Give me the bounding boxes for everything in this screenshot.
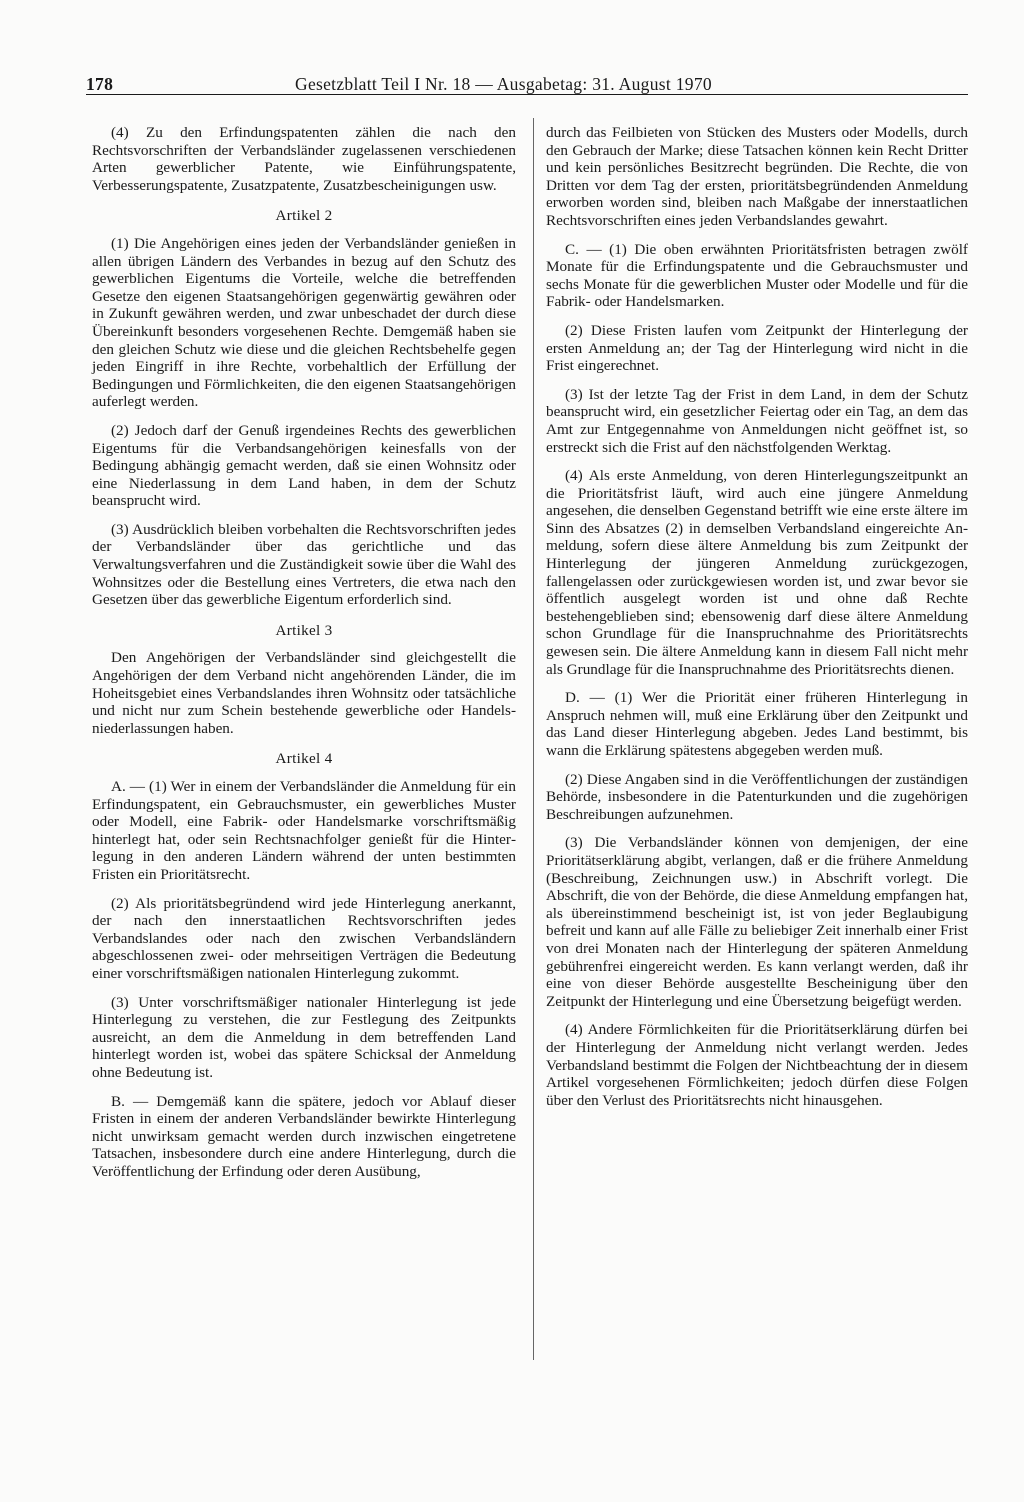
paragraph-art3: Den Angehörigen der Verbandsländer sind gleichgestellt die Angehörigen der dem Verband nicht angehörenden Länder, die im Hoheitsgebiet eines Verbandslandes ihren Wohnsitz oder tatsächliche und nicht nur zum Schein bestehende gewerbliche oder Handelsniederlassungen haben. — [92, 649, 516, 737]
header-rule — [86, 94, 968, 95]
paragraph-art4-c1: C. — (1) Die oben erwähnten Prioritätsfristen betragen zwölf Monate für die Erfindungspatente und die Gebrauchsmuster und sechs Monate für die gewerblichen Muster oder Modelle und für die Fabrik- oder Handelsmarken. — [546, 240, 968, 311]
paragraph-art4-c4: (4) Als erste Anmeldung, von deren Hinterlegungszeitpunkt an die Prioritätsfrist läuft, wird auch eine jüngere Anmeldung angesehen, die denselben Gegenstand betrifft wie eine erste ältere im Sinn des Absatzes (2) in demselben Verbandsland eingereichte Anmeldung, sofern diese ältere Anmeldung bis zum Zeitpunkt der Hinterlegung der jüngeren Anmeldung zurückgezogen, fallengelassen oder zurückgewiesen worden ist, und zwar bevor sie öffentlich ausgelegt worden ist und ohne daß Rechte bestehengeblieben sind; ebensowenig darf diese ältere Anmeldung schon Grundlage für die Inanspruchnahme des Prioritätsrechts gewesen sein. Die ältere Anmeldung kann in diesem Fall nicht mehr als Grundlage für die Inanspruchnahme des Prioritätsrechts dienen. — [546, 467, 968, 678]
right-column — [546, 124, 968, 1120]
column-divider — [533, 118, 534, 1360]
paragraph-art2-1: (1) Die Angehörigen eines jeden der Verbandsländer genießen in allen übrigen Ländern des Verbandes in bezug auf den Schutz des gewerblichen Eigentums die Vorteile, welche die betreffenden Gesetze den eigenen Staatsangehörigen gegenwärtig gewähren oder in Zukunft gewähren werden, und zwar unbeschadet der durch diese Übereinkunft besonders vorgesehenen Rechte. Demgemäß haben sie den gleichen Schutz wie diese und die gleichen Rechtsbehelfe gegen jeden Eingriff in ihre Rechte, vorbehaltlich der Erfüllung der Bedingungen und Förmlichkeiten, die den eigenen Staatsangehörigen auferlegt werden. — [92, 234, 516, 411]
paragraph-art4-a1: A. — (1) Wer in einem der Verbandsländer die Anmeldung für ein Erfindungspatent, ein Gebrauchsmuster, ein gewerbliches Muster oder Modell, eine Fabrik- oder Handelsmarke vorschriftsmäßig hinterlegt hat, oder sein Rechtsnachfolger genießt für die Hinterlegung in den anderen Ländern während der unten bestimmten Fristen ein Prioritätsrecht. — [92, 778, 516, 883]
paragraph-art4-a3: (3) Unter vorschriftsmäßiger nationaler Hinterlegung ist jede Hinterlegung zu verstehen, die zur Festlegung des Zeitpunkts ausreicht, an dem die Anmeldung in dem betreffenden Land hinterlegt worden ist, wobei das spätere Schicksal der Anmeldung ohne Bedeutung ist. — [92, 993, 516, 1081]
paragraph-art4-b-continued: durch das Feilbieten von Stücken des Musters oder Modells, durch den Gebrauch der Marke; diese Tatsachen können kein Recht Dritter und kein persönliches Besitzrecht begründen. Die Rechte, die von Dritten vor dem Tag der ersten, prioritätsbegründenden Anmeldung erworben worden sind, bleiben nach Maßgabe der innerstaatlichen Rechtsvorschriften eines jeden Verbandslandes gewahrt. — [546, 124, 968, 229]
paragraph-art1-4: (4) Zu den Erfindungspatenten zählen die nach den Rechtsvorschriften der Verbandsländer zugelassenen verschiedenen Arten gewerblicher Patente, wie Einführungspatente, Verbesserungspatente, Zusatzpatente, Zusatzbescheinigungen usw. — [92, 124, 516, 194]
paragraph-art4-d3: (3) Die Verbandsländer können von demjenigen, der eine Prioritätserklärung abgibt, verlangen, daß er die frühere Anmeldung (Beschreibung, Zeichnungen usw.) in Abschrift vorlegt. Die Abschrift, die von der Behörde, die diese Anmeldung empfangen hat, als übereinstimmend bescheinigt ist, ist von jeder Beglaubigung befreit und kann auf alle Fälle zu beliebiger Zeit innerhalb einer Frist von drei Monaten nach der Hinterlegung der späteren Anmeldung gebührenfrei eingereicht werden. Es kann verlangt werden, daß ihr eine von dieser Behörde ausgestellte Bescheinigung über den Zeitpunkt der Hinterlegung und eine Übersetzung beigefügt werden. — [546, 834, 968, 1010]
page-number: 178 — [86, 74, 114, 94]
paragraph-art2-2: (2) Jedoch darf der Genuß irgendeines Rechts des gewerblichen Eigentums für die Verbandsangehörigen keinesfalls von der Bedingung abhängig gemacht werden, daß sie einen Wohnsitz oder eine Niederlassung in dem Land haben, in dem der Schutz beansprucht wird. — [92, 421, 516, 510]
left-column — [92, 124, 516, 1191]
paragraph-art4-d4: (4) Andere Förmlichkeiten für die Prioritätserklärung dürfen bei der Hinterlegung der Anmeldung nicht verlangt werden. Jedes Verbandsland bestimmt die Folgen der Nichtbeachtung der in diesem Artikel vorgesehenen Förmlichkeiten; jedoch dürfen diese Folgen über den Verlust des Prioritätsrechts nicht hinausgehen. — [546, 1021, 968, 1109]
running-title: Gesetzblatt Teil I Nr. 18 — Ausgabetag: 31. August 1970 — [295, 74, 712, 94]
paragraph-art2-3: (3) Ausdrücklich bleiben vorbehalten die Rechtsvorschriften jedes der Verbandsländer über das gerichtliche und das Verwaltungsverfahren und die Zuständigkeit sowie über die Wahl des Wohnsitzes oder die Bestellung eines Vertreters, die etwa nach den Gesetzen über das gewerbliche Eigentum erforderlich sind. — [92, 520, 516, 609]
page-header — [86, 73, 968, 95]
heading-artikel-3: Artikel 3 — [275, 621, 333, 639]
paragraph-art4-d1: D. — (1) Wer die Priorität einer früheren Hinterlegung in Anspruch nehmen will, muß eine Erklärung über den Zeitpunkt und das Land dieser Hinterlegung abgeben. Jedes Land bestimmt, bis wann die Erklärung spätestens abgegeben werden muß. — [546, 689, 968, 759]
heading-artikel-4: Artikel 4 — [275, 750, 333, 768]
paragraph-art4-c2: (2) Diese Fristen laufen vom Zeitpunkt der Hinterlegung der ersten Anmeldung an; der Tag der Hinterlegung wird nicht in die Frist eingerechnet. — [546, 321, 968, 375]
paragraph-art4-c3: (3) Ist der letzte Tag der Frist in dem Land, in dem der Schutz beansprucht wird, ein gesetzlicher Feiertag oder ein Tag, an dem das Amt zur Entgegennahme von Anmeldungen nicht geöffnet ist, so erstreckt sich die Frist auf den nächstfolgenden Werktag. — [546, 385, 968, 456]
paragraph-art4-d2: (2) Diese Angaben sind in die Veröffentlichungen der zuständigen Behörde, insbesondere in die Patenturkunden und die zugehörigen Beschreibungen aufzunehmen. — [546, 770, 968, 823]
heading-artikel-2: Artikel 2 — [275, 207, 333, 225]
paragraph-art4-b: B. — Demgemäß kann die spätere, jedoch vor Ablauf dieser Fristen in einem der anderen Verbandsländer bewirkte Hinterlegung nicht unwirksam gemacht werden durch inzwischen eingetretene Tatsachen, insbesondere durch eine andere Hinterlegung, durch die Veröffentlichung der Erfindung oder deren Ausübung, — [92, 1092, 516, 1180]
paragraph-art4-a2: (2) Als prioritätsbegründend wird jede Hinterlegung anerkannt, der nach den innerstaatlichen Rechtsvorschriften jedes Verbandslandes oder nach den zwischen Verbandsländern abgeschlossenen zwei- oder mehrseitigen Verträgen die Bedeutung einer vorschriftsmäßigen nationalen Hinterlegung zukommt. — [92, 894, 516, 982]
